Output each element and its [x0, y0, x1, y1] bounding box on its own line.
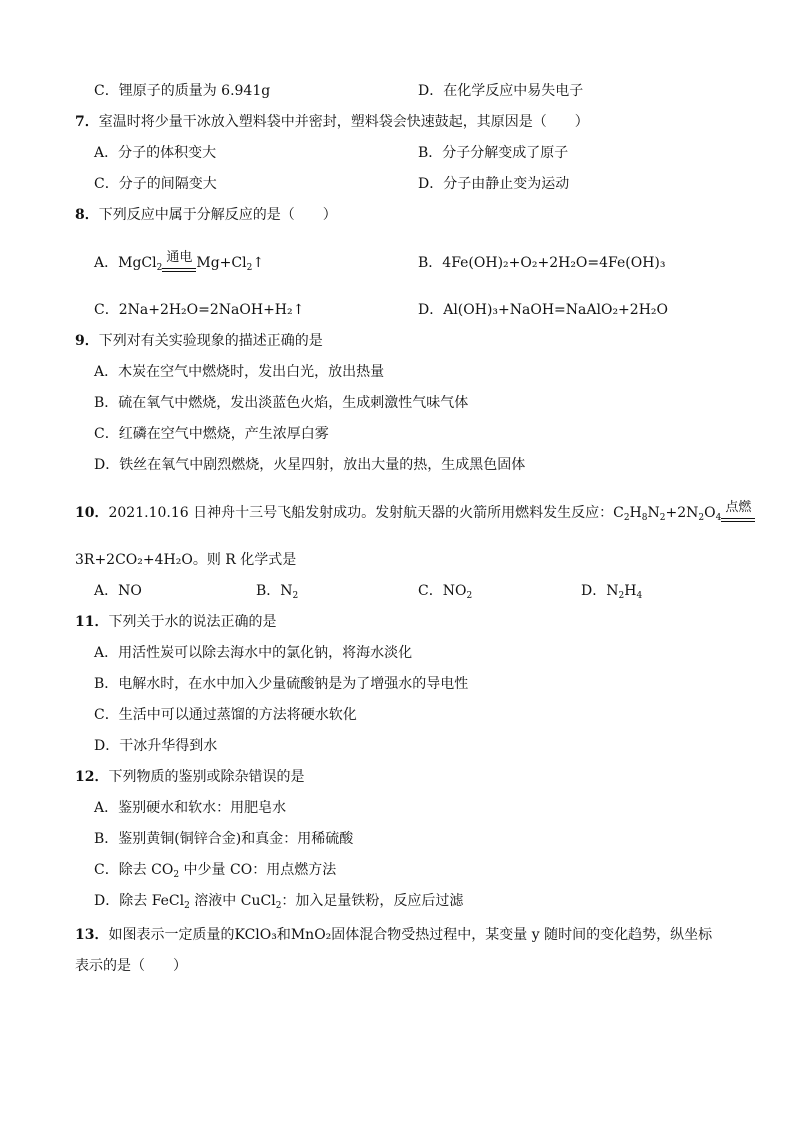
q10-option-c-label: C．	[418, 583, 443, 599]
q9-number: 9．	[75, 333, 99, 349]
q8-option-b: B．4Fe(OH)₂+O₂+2H₂O=4Fe(OH)₃	[418, 255, 666, 271]
q7-stem	[75, 112, 589, 132]
q13-number: 13．	[75, 927, 109, 943]
q10-stem: 10．2021.10.16 日神舟十三号飞船发射成功。发射航天器的火箭所用燃料发生反应：$C_2H_8N_2+2N_2O_4$ 点燃	[75, 503, 755, 528]
q12-option-d-label: D．除去	[94, 893, 152, 909]
q8-option-c: C．2Na+2H₂O=2NaOH+H₂↑	[94, 302, 305, 318]
q11-number: 11．	[75, 614, 109, 630]
q11-option-c: C．生活中可以通过蒸馏的方法将硬水软化	[94, 707, 357, 723]
q8-option-a: A．MgCl$_2$ 通电 $Mg+Cl_2↑$	[94, 253, 264, 278]
q9-option-d: D．铁丝在氧气中剧烈燃烧，火星四射，放出大量的热，生成黑色固体	[94, 457, 526, 473]
q9-text: 下列对有关实验现象的描述正确的是	[98, 333, 323, 349]
q11-text: 下列关于水的说法正确的是	[108, 614, 277, 630]
q12-option-d-mid: 溶液中	[189, 893, 241, 909]
q9-option-a: A．木炭在空气中燃烧时，发出白光，放出热量	[94, 364, 385, 380]
q8-option-d: D．Al(OH)₃+NaOH=NaAlO₂+2H₂O	[418, 302, 668, 318]
electrolysis-condition: 通电	[166, 250, 193, 265]
q10-option-c: C．$NO_2$	[418, 583, 473, 601]
q7-number: 7．	[75, 114, 99, 130]
q10-option-b-label: B．	[256, 583, 281, 599]
q12-option-d-tail: ：加入足量铁粉，反应后过滤	[281, 893, 464, 909]
q12-option-d: D．除去 FeCl$_2$ 溶液中 CuCl$_2$：加入足量铁粉，反应后过滤	[94, 893, 464, 911]
q12-option-b: B．鉴别黄铜(铜锌合金)和真金：用稀硫酸	[94, 831, 354, 847]
q9-stem	[75, 331, 323, 351]
q10-number: 10．	[75, 505, 109, 521]
q11-stem	[75, 612, 276, 632]
q10-condition	[721, 500, 755, 528]
q10-option-a: A．NO	[94, 583, 142, 599]
q7-text: 室温时将少量干冰放入塑料袋中并密封，塑料袋会快速鼓起，其原因是（ ）	[98, 114, 589, 130]
q8-number: 8．	[75, 207, 99, 223]
q12-option-a: A．鉴别硬水和软水：用肥皂水	[94, 800, 287, 816]
q12-option-c-label: C．除去	[94, 862, 152, 878]
q11-option-a: A．用活性炭可以除去海水中的氯化钠，将海水淡化	[94, 645, 413, 661]
q12-text: 下列物质的鉴别或除杂错误的是	[108, 769, 305, 785]
ignition-condition: 点燃	[725, 500, 752, 515]
q10-stem-cont: 3R+2CO₂+4H₂O。则 R 化学式是	[75, 552, 297, 568]
q7-option-d: D．分子由静止变为运动	[418, 176, 570, 192]
q8-text: 下列反应中属于分解反应的是（ ）	[98, 207, 337, 223]
q8-option-a-label: A．	[94, 255, 119, 271]
q6-option-d: D．在化学反应中易失电子	[418, 83, 584, 99]
q11-option-b: B．电解水时，在水中加入少量硫酸钠是为了增强水的导电性	[94, 676, 469, 692]
q12-number: 12．	[75, 769, 109, 785]
q6-option-c: C．锂原子的质量为 6.941g	[94, 83, 271, 99]
q9-option-b: B．硫在氧气中燃烧，发出淡蓝色火焰，生成刺激性气味气体	[94, 395, 469, 411]
q8-stem	[75, 205, 337, 225]
q10-option-d: D．$N_2H_4$	[581, 583, 643, 601]
q7-option-a: A．分子的体积变大	[94, 145, 217, 161]
q11-option-d: D．干冰升华得到水	[94, 738, 218, 754]
q10-option-b: B．$N_2$	[256, 583, 299, 601]
q7-option-c: C．分子的间隔变大	[94, 176, 217, 192]
q12-option-c-tail: 中少量 CO：用点燃方法	[179, 862, 337, 878]
q13-text: 如图表示一定质量的KClO₃和MnO₂固体混合物受热过程中，某变量 y 随时间的变化趋势，纵坐标	[108, 927, 713, 943]
q8-option-a-condition	[162, 250, 196, 278]
q10-text: 2021.10.16 日神舟十三号飞船发射成功。发射航天器的火箭所用燃料发生反应：	[108, 505, 614, 521]
q7-option-b: B．分子分解变成了原子	[418, 145, 569, 161]
q12-stem	[75, 767, 304, 787]
q10-option-d-label: D．	[581, 583, 607, 599]
q9-option-c: C．红磷在空气中燃烧，产生浓厚白雾	[94, 426, 329, 442]
q13-stem-cont: 表示的是（ ）	[75, 958, 187, 974]
q13-stem	[75, 925, 712, 945]
q12-option-c: C．除去 $CO_2$ 中少量 CO：用点燃方法	[94, 862, 337, 880]
